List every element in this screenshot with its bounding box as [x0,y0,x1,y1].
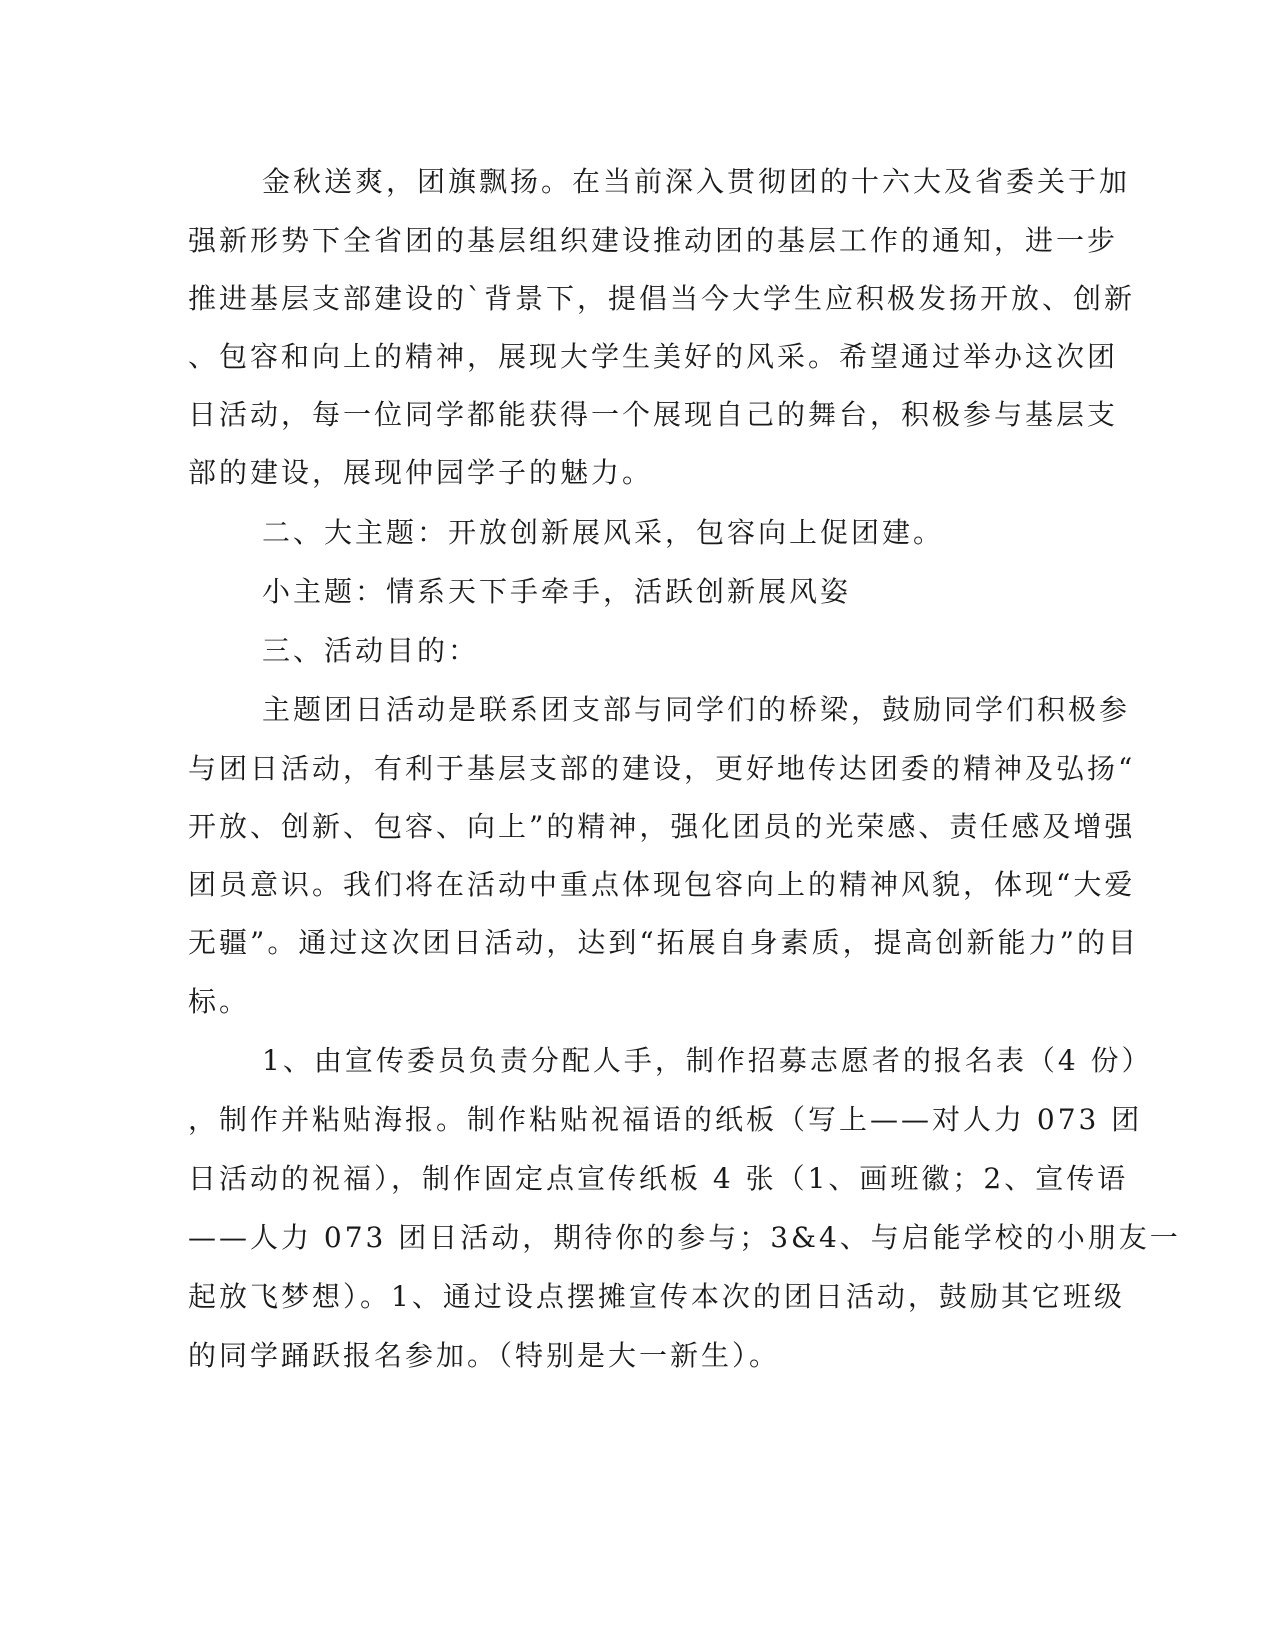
paragraph-line: ，制作并粘贴海报。制作粘贴祝福语的纸板（写上——对人力 073 团 [188,1103,1143,1136]
paragraph-line: 主题团日活动是联系团支部与同学们的桥梁，鼓励同学们积极参 [262,693,1131,726]
paragraph-line: 日活动的祝福），制作固定点宣传纸板 4 张（1、画班徽；2、宣传语 [188,1162,1129,1195]
paragraph-line: 强新形势下全省团的基层组织建设推动团的基层工作的通知，进一步 [188,224,1119,257]
subtheme-line: 小主题：情系天下手牵手，活跃创新展风姿 [262,575,852,608]
paragraph-line: ——人力 073 团日活动，期待你的参与；3&4、与启能学校的小朋友一 [188,1221,1181,1254]
paragraph-line: 、包容和向上的精神，展现大学生美好的风采。希望通过举办这次团 [188,340,1119,373]
paragraph-line: 起放飞梦想）。1、通过设点摆摊宣传本次的团日活动，鼓励其它班级 [188,1280,1125,1313]
paragraph-line: 与团日活动，有利于基层支部的建设，更好地传达团委的精神及弘扬“ [188,752,1136,785]
paragraph-line: 开放、创新、包容、向上”的精神，强化团员的光荣感、责任感及增强 [188,810,1136,843]
paragraph-line: 团员意识。我们将在活动中重点体现包容向上的精神风貌，体现“大爱 [188,868,1136,901]
paragraph-line: 1、由宣传委员负责分配人手，制作招募志愿者的报名表（4 份） [262,1044,1153,1077]
section-heading: 二、大主题：开放创新展风采，包容向上促团建。 [262,516,945,549]
section-heading: 三、活动目的： [262,634,480,667]
paragraph-line: 无疆”。通过这次团日活动，达到“拓展自身素质，提高创新能力”的目 [188,926,1139,959]
paragraph-line: 金秋送爽，团旗飘扬。在当前深入贯彻团的十六大及省委关于加 [262,165,1131,198]
paragraph-line: 部的建设，展现仲园学子的魅力。 [188,456,654,489]
paragraph-line: 标。 [188,985,251,1018]
paragraph-line: 日活动，每一位同学都能获得一个展现自己的舞台，积极参与基层支 [188,398,1119,431]
paragraph-line: 推进基层支部建设的`背景下，提倡当今大学生应积极发扬开放、创新 [188,282,1136,315]
paragraph-line: 的同学踊跃报名参加。（特别是大一新生）。 [188,1339,781,1372]
